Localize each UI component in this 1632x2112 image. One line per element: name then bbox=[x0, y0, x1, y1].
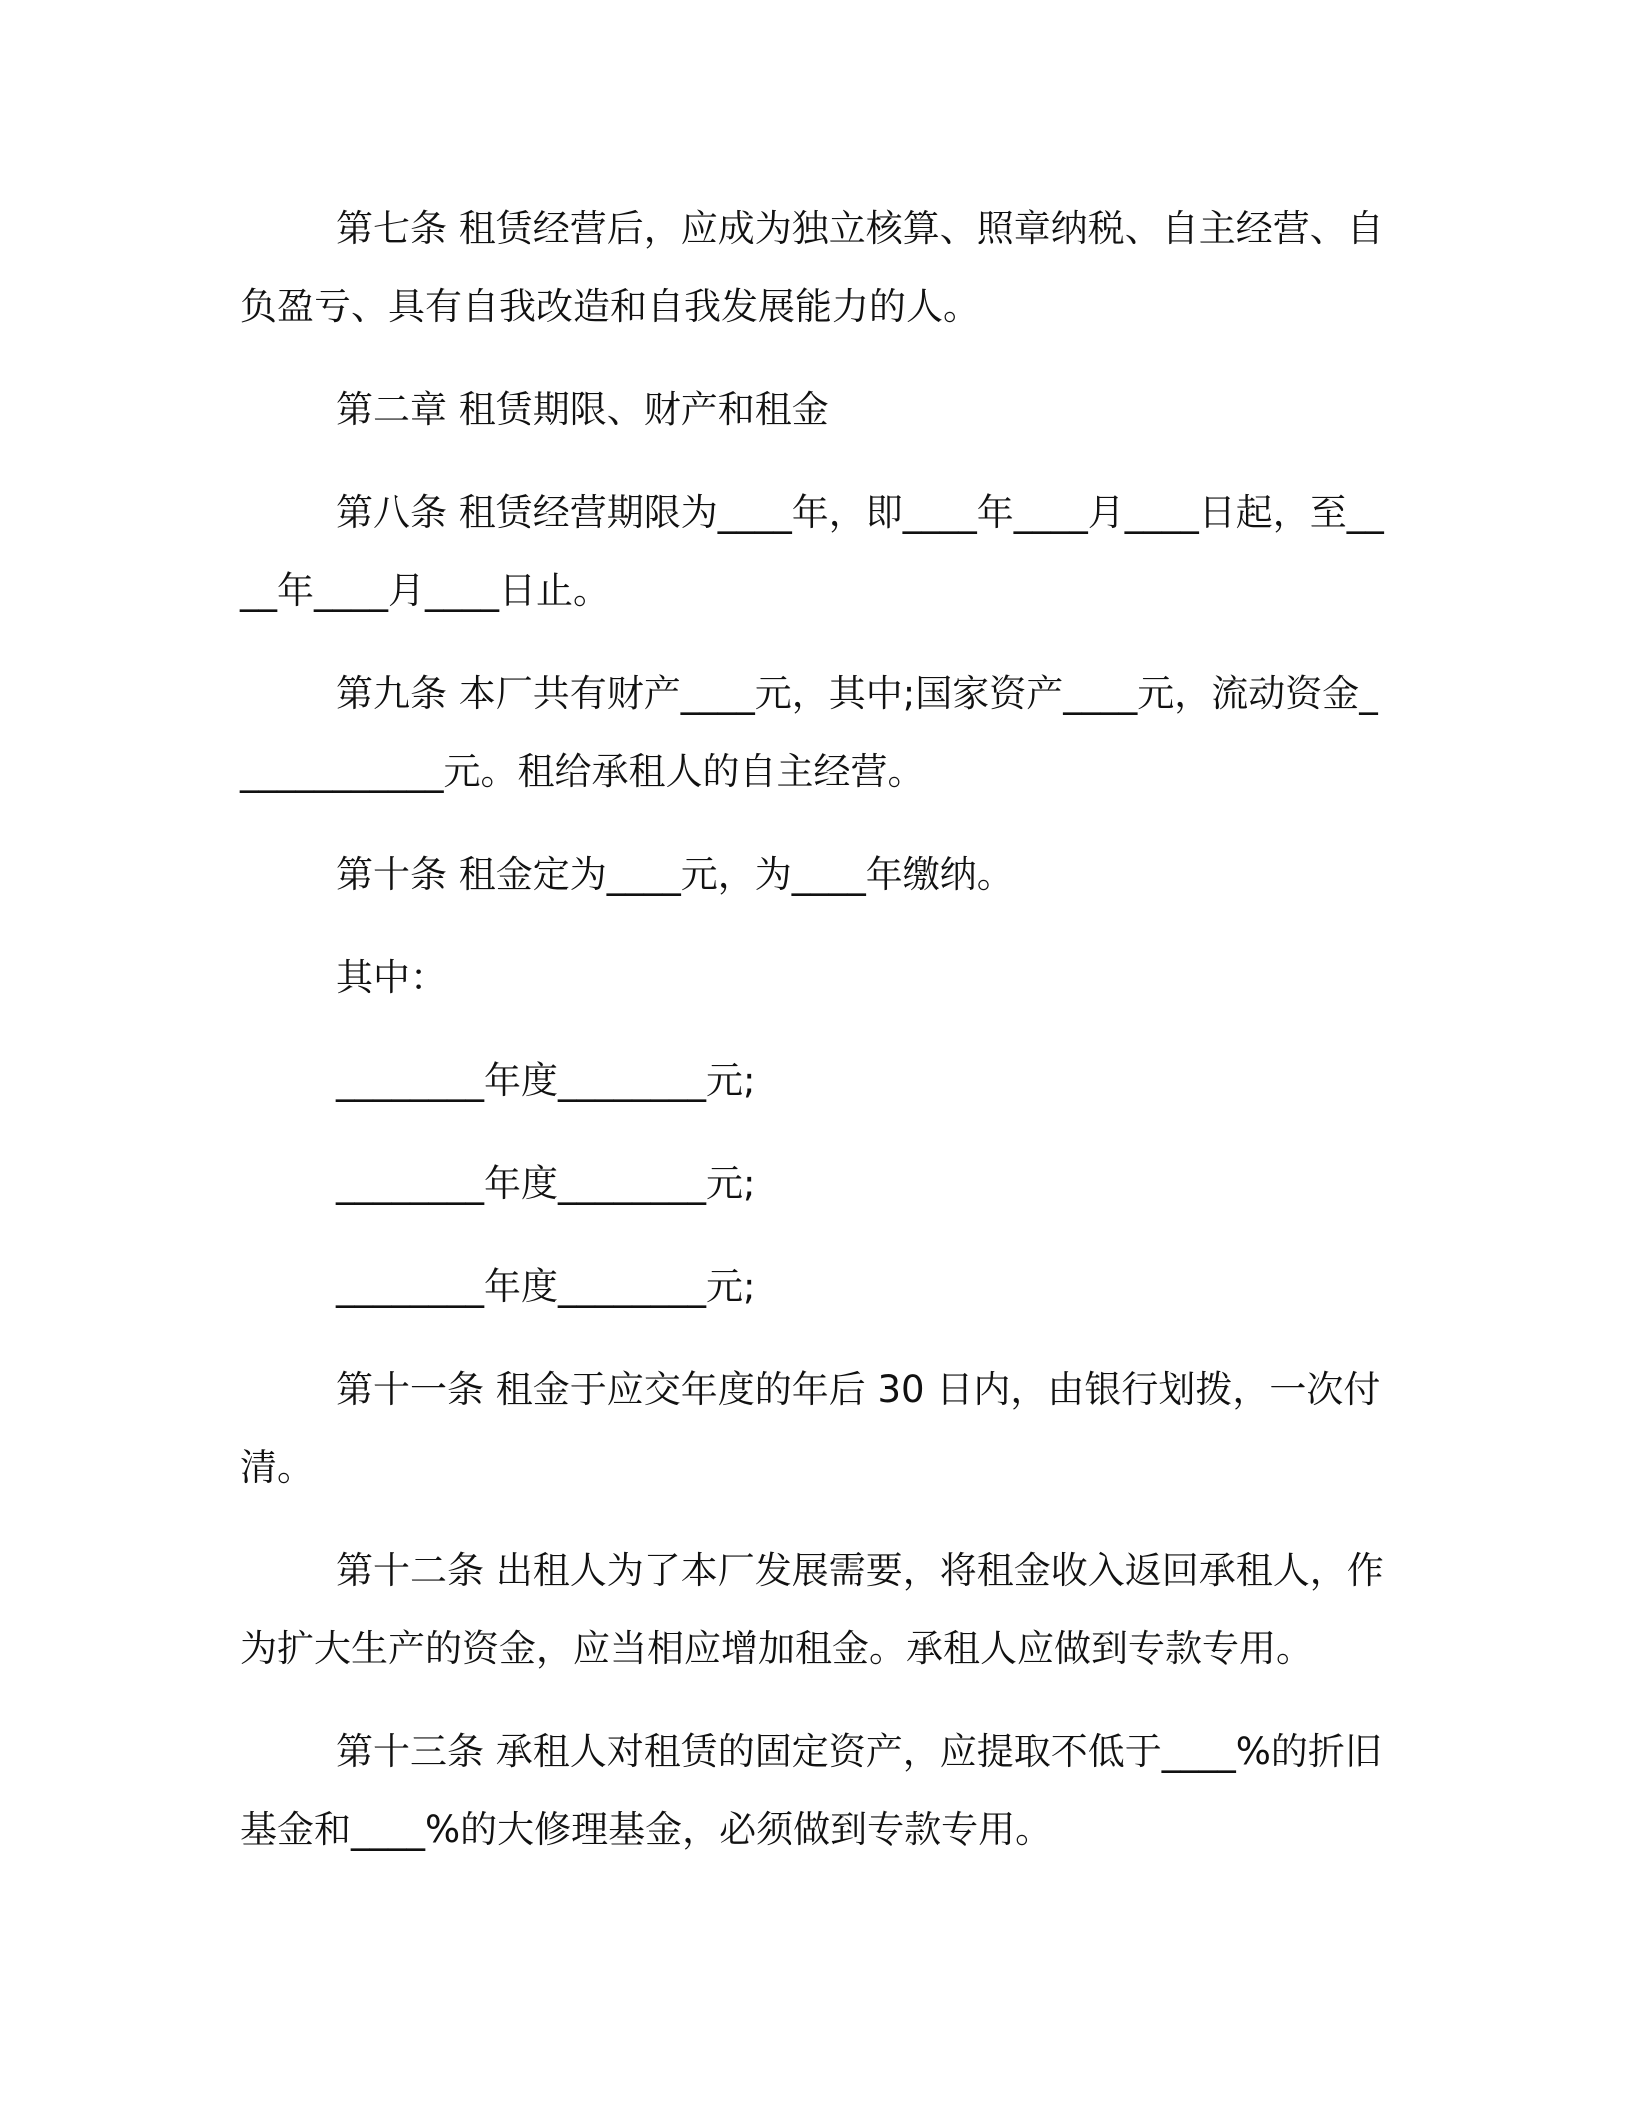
document-body bbox=[240, 190, 1390, 1869]
article-9: 第九条 本厂共有财产____元，其中;国家资产____元，流动资金____________元。租给承租人的自主经营。 bbox=[240, 672, 1378, 793]
article-8: 第八条 租赁经营期限为____年，即____年____月____日起，至____年____月____日止。 bbox=[240, 491, 1384, 612]
article-7: 第七条 租赁经营后，应成为独立核算、照章纳税、自主经营、自负盈亏、具有自我改造和自我发展能力的人。 bbox=[240, 207, 1384, 328]
chapter-2-heading: 第二章 租赁期限、财产和租金 bbox=[336, 388, 829, 431]
rent-year-line-1: ________年度________元; bbox=[336, 1059, 756, 1102]
article-10: 第十条 租金定为____元，为____年缴纳。 bbox=[336, 853, 1014, 896]
article-13: 第十三条 承租人对租赁的固定资产，应提取不低于____%的折旧基金和____%的大修理基金，必须做到专款专用。 bbox=[240, 1730, 1382, 1851]
rent-year-line-2: ________年度________元; bbox=[336, 1162, 756, 1205]
rent-breakdown-intro: 其中： bbox=[336, 956, 447, 999]
article-11: 第十一条 租金于应交年度的年后 30 日内，由银行划拨，一次付清。 bbox=[240, 1368, 1381, 1489]
article-12: 第十二条 出租人为了本厂发展需要，将租金收入返回承租人，作为扩大生产的资金，应当相应增加租金。承租人应做到专款专用。 bbox=[240, 1549, 1384, 1670]
rent-year-line-3: ________年度________元; bbox=[336, 1265, 756, 1308]
